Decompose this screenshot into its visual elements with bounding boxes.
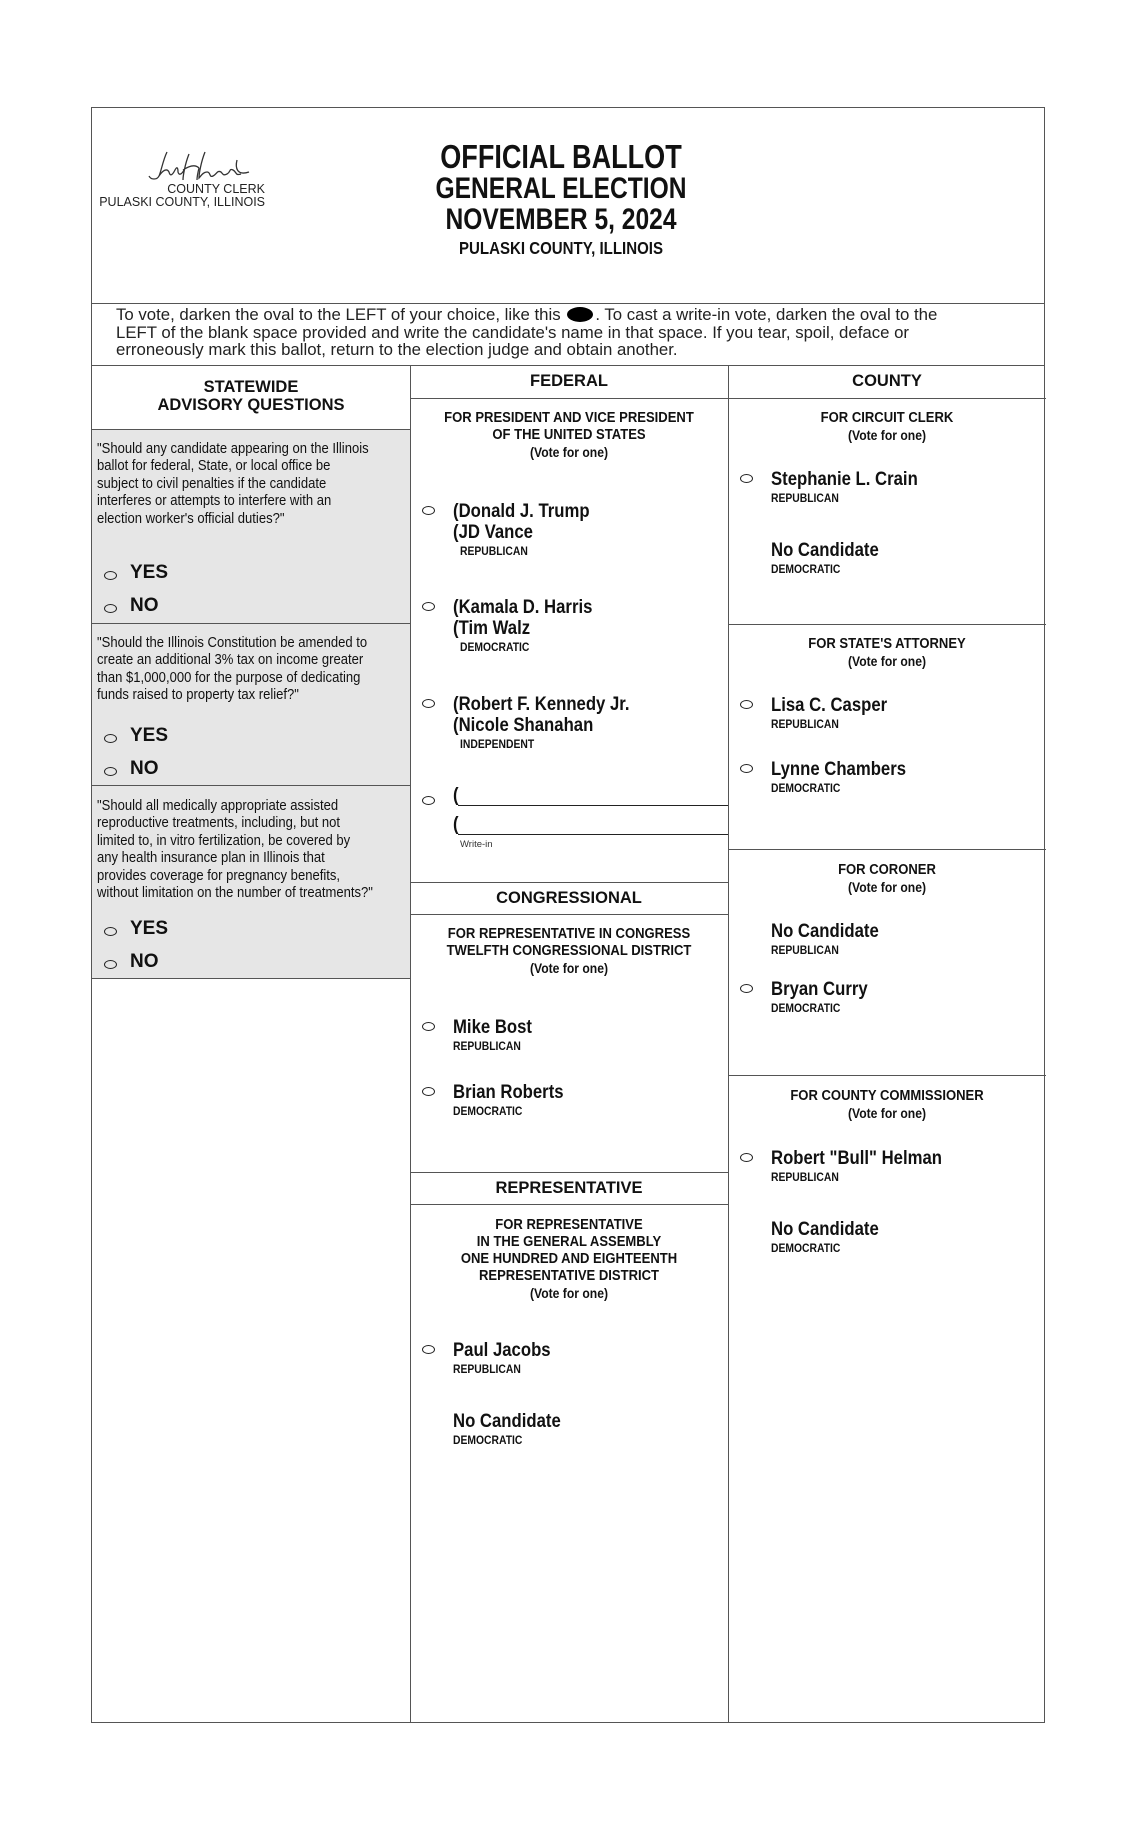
candidate-party: REPUBLICAN — [771, 493, 839, 505]
candidate-name: No Candidate — [771, 540, 879, 561]
question-line: interferes or attempts to interfere with an — [97, 493, 332, 510]
candidate-party: DEMOCRATIC — [460, 642, 530, 654]
instructions-line3: erroneously mark this ballot, return to the election judge and obtain another. — [116, 340, 678, 359]
statewide-column — [92, 366, 411, 1722]
question-line: limited to, in vitro fertilization, be covered by — [97, 832, 351, 849]
federal-column — [410, 366, 729, 1722]
candidate-party: REPUBLICAN — [453, 1364, 521, 1376]
ballot-subtitle: GENERAL ELECTION — [435, 172, 687, 205]
vote-oval-yes[interactable] — [104, 571, 117, 580]
vote-for-one: (Vote for one) — [529, 445, 609, 460]
write-in-paren: ( — [453, 785, 459, 806]
question-text — [97, 635, 372, 705]
instructions-line1a: To vote, darken the oval to the LEFT of your choice, like this — [116, 305, 561, 324]
candidate-name: (Robert F. Kennedy Jr. — [453, 694, 630, 715]
state-representative-office — [426, 1217, 712, 1302]
candidate-party: DEMOCRATIC — [771, 564, 841, 576]
vote-oval-lynne-chambers[interactable] — [740, 764, 753, 773]
office-line: REPRESENTATIVE DISTRICT — [478, 1268, 660, 1284]
candidate-name: No Candidate — [453, 1411, 561, 1432]
vote-oval-robert-helman[interactable] — [740, 1153, 753, 1162]
states-attorney-office — [744, 636, 1030, 670]
county-commissioner-office — [744, 1088, 1030, 1122]
office-line: FOR REPRESENTATIVE IN CONGRESS — [447, 926, 691, 942]
statewide-heading — [92, 366, 410, 430]
question-line: ballot for federal, State, or local office be — [97, 458, 331, 475]
representative-heading: REPRESENTATIVE — [410, 1172, 728, 1205]
congressional-heading: CONGRESSIONAL — [410, 882, 728, 915]
statewide-heading-line1: STATEWIDE — [203, 378, 299, 396]
question-line: than $1,000,000 for the purpose of dedicating — [97, 669, 361, 686]
vote-oval-yes[interactable] — [104, 734, 117, 743]
candidate-name: Robert "Bull" Helman — [771, 1148, 943, 1169]
advisory-question-2 — [92, 624, 410, 786]
vote-oval-no[interactable] — [104, 767, 117, 776]
vote-for-one: (Vote for one) — [847, 1106, 927, 1121]
election-date: NOVEMBER 5, 2024 — [445, 203, 677, 236]
candidate-name: (Donald J. Trump — [453, 501, 590, 522]
vote-oval-paul-jacobs[interactable] — [422, 1345, 435, 1354]
vote-oval-no[interactable] — [104, 960, 117, 969]
write-in-line-president[interactable] — [458, 805, 728, 806]
ballot-county: PULASKI COUNTY, ILLINOIS — [458, 238, 664, 258]
candidate-party: REPUBLICAN — [771, 945, 839, 957]
ballot-title: OFFICIAL BALLOT — [440, 138, 682, 175]
candidate-name: Brian Roberts — [453, 1082, 564, 1103]
divider — [728, 1075, 1046, 1076]
candidate-running-mate: (Nicole Shanahan — [453, 715, 594, 736]
question-line: funds raised to property tax relief?" — [97, 687, 299, 704]
ballot-title-block — [392, 138, 730, 260]
question-line: "Should any candidate appearing on the Illinois — [97, 441, 369, 457]
vote-oval-mike-bost[interactable] — [422, 1022, 435, 1031]
vote-oval-brian-roberts[interactable] — [422, 1087, 435, 1096]
office-line: FOR STATE'S ATTORNEY — [808, 636, 966, 652]
clerk-title: COUNTY CLERK — [167, 182, 265, 196]
question-text — [97, 441, 372, 528]
question-line: election worker's official duties?" — [97, 510, 285, 527]
candidate-party: REPUBLICAN — [771, 1172, 839, 1184]
office-line: IN THE GENERAL ASSEMBLY — [476, 1234, 662, 1250]
clerk-block — [92, 183, 265, 209]
candidate-name: Lisa C. Casper — [771, 695, 888, 716]
ballot-header — [92, 108, 1044, 304]
candidate-name: Lynne Chambers — [771, 759, 907, 780]
question-line: "Should the Illinois Constitution be amended to — [97, 635, 368, 651]
filled-oval-example-icon — [567, 307, 593, 322]
vote-oval-harris-walz[interactable] — [422, 602, 435, 611]
office-line: FOR CORONER — [838, 862, 936, 878]
advisory-question-3 — [92, 786, 410, 979]
write-in-paren: ( — [453, 814, 459, 835]
candidate-running-mate: (JD Vance — [453, 522, 533, 543]
vote-oval-bryan-curry[interactable] — [740, 984, 753, 993]
vote-for-one: (Vote for one) — [847, 654, 927, 669]
option-yes: YES — [130, 562, 169, 583]
candidate-running-mate: (Tim Walz — [453, 618, 531, 639]
vote-oval-lisa-casper[interactable] — [740, 700, 753, 709]
candidate-name: Bryan Curry — [771, 979, 868, 1000]
office-line: FOR REPRESENTATIVE — [495, 1217, 643, 1233]
candidate-party: REPUBLICAN — [771, 719, 839, 731]
question-line: "Should all medically appropriate assisted — [97, 798, 339, 814]
candidate-party: DEMOCRATIC — [453, 1435, 523, 1447]
clerk-county: PULASKI COUNTY, ILLINOIS — [99, 195, 265, 209]
question-line: without limitation on the number of treatments?" — [97, 885, 373, 902]
candidate-party: INDEPENDENT — [460, 739, 535, 751]
option-no: NO — [130, 951, 159, 972]
statewide-heading-line2: ADVISORY QUESTIONS — [157, 396, 345, 414]
candidate-name: Stephanie L. Crain — [771, 469, 918, 490]
vote-for-one: (Vote for one) — [529, 961, 609, 976]
congress-office — [426, 926, 712, 977]
vote-oval-kennedy-shanahan[interactable] — [422, 699, 435, 708]
coroner-office — [744, 862, 1030, 896]
question-text — [97, 798, 372, 902]
candidate-party: DEMOCRATIC — [453, 1106, 523, 1118]
candidate-party: REPUBLICAN — [460, 546, 528, 558]
candidate-name: (Kamala D. Harris — [453, 597, 593, 618]
candidate-name: No Candidate — [771, 1219, 879, 1240]
vote-oval-write-in[interactable] — [422, 796, 435, 805]
office-line: FOR PRESIDENT AND VICE PRESIDENT — [444, 410, 694, 426]
option-no: NO — [130, 758, 159, 779]
president-office — [426, 410, 712, 461]
office-line: OF THE UNITED STATES — [492, 427, 646, 443]
divider — [728, 849, 1046, 850]
office-line: TWELFTH CONGRESSIONAL DISTRICT — [446, 943, 692, 959]
candidate-party: REPUBLICAN — [453, 1041, 521, 1053]
divider — [728, 624, 1046, 625]
candidate-name: Paul Jacobs — [453, 1340, 551, 1361]
vote-for-one: (Vote for one) — [529, 1286, 609, 1301]
question-line: provides coverage for pregnancy benefits, — [97, 867, 341, 884]
office-line: ONE HUNDRED AND EIGHTEENTH — [460, 1251, 678, 1267]
candidate-party: DEMOCRATIC — [771, 783, 841, 795]
candidate-party: DEMOCRATIC — [771, 1243, 841, 1255]
county-heading: COUNTY — [728, 366, 1046, 399]
option-yes: YES — [130, 918, 169, 939]
voting-instructions — [116, 306, 1026, 359]
write-in-label: Write-in — [460, 839, 493, 850]
vote-for-one: (Vote for one) — [847, 428, 927, 443]
candidate-party: DEMOCRATIC — [771, 1003, 841, 1015]
question-line: any health insurance plan in Illinois that — [97, 850, 325, 867]
write-in-line-vice-president[interactable] — [458, 834, 728, 835]
option-yes: YES — [130, 725, 169, 746]
circuit-clerk-office — [744, 410, 1030, 444]
advisory-question-1 — [92, 430, 410, 624]
candidate-name: Mike Bost — [453, 1017, 532, 1038]
federal-heading: FEDERAL — [410, 366, 728, 399]
question-line: create an additional 3% tax on income greater — [97, 652, 364, 669]
vote-for-one: (Vote for one) — [847, 880, 927, 895]
vote-oval-stephanie-crain[interactable] — [740, 474, 753, 483]
vote-oval-yes[interactable] — [104, 927, 117, 936]
instructions-line2: LEFT of the blank space provided and write the candidate's name in that space. If you tear, spoil, deface or — [116, 322, 910, 342]
question-line: subject to civil penalties if the candidate — [97, 475, 327, 492]
vote-oval-trump-vance[interactable] — [422, 506, 435, 515]
candidate-name: No Candidate — [771, 921, 879, 942]
county-column — [728, 366, 1046, 1722]
office-line: FOR COUNTY COMMISSIONER — [790, 1088, 984, 1104]
office-line: FOR CIRCUIT CLERK — [820, 410, 954, 426]
instructions-line1b: . To cast a write-in vote, darken the oval to the — [595, 305, 938, 324]
question-line: reproductive treatments, including, but not — [97, 815, 341, 832]
ballot — [91, 107, 1045, 1723]
option-no: NO — [130, 595, 159, 616]
vote-oval-no[interactable] — [104, 604, 117, 613]
